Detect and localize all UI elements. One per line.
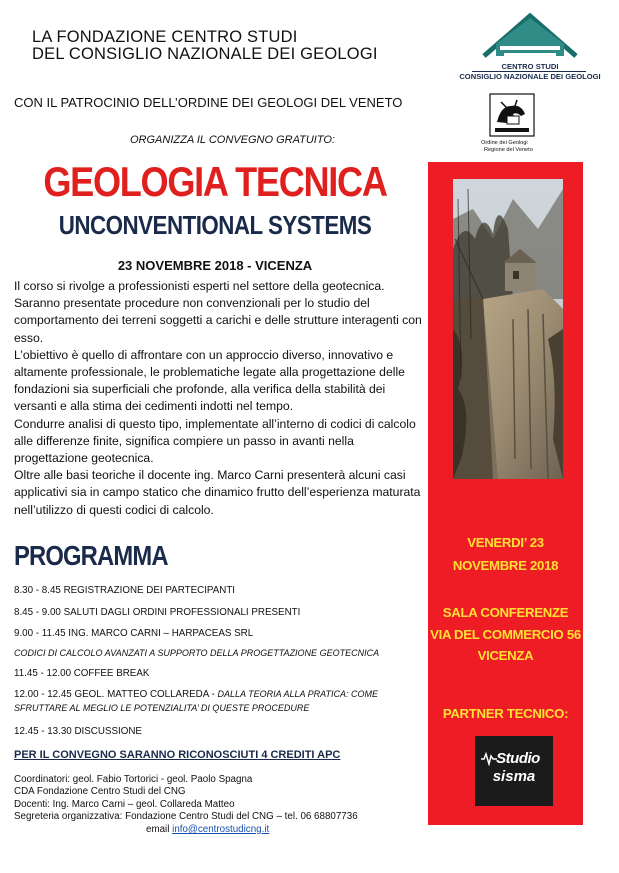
program-item: 8.45 - 9.00 SALUTI DAGLI ORDINI PROFESSIONALI PRESENTI (14, 607, 301, 618)
description-paragraph: Condurre analisi di questo tipo, implementate all’interno di codici di calcolo alle differenze finite, significa compiere un passo in avanti nella progettazione geotecnica. (14, 416, 416, 466)
program-item: 9.00 - 11.45 ING. MARCO CARNI – HARPACEAS SRL (14, 628, 254, 639)
footer-cda: CDA Fondazione Centro Studi del CNG (14, 786, 186, 798)
subtitle: UNCONVENTIONAL SYSTEMS (58, 210, 372, 240)
sidebar-venue-line-1: SALA CONFERENZE (442, 605, 569, 620)
email-link[interactable]: info@centrostudicng.it (172, 824, 270, 835)
sidebar-venue-line-3: VICENZA (477, 648, 534, 663)
studio-sisma-logo (475, 736, 553, 806)
description (14, 278, 424, 519)
cng-logo-text-2: CONSIGLIO NAZIONALE DEI GEOLOGI (459, 72, 601, 81)
sidebar-partner-label: PARTNER TECNICO: (442, 706, 569, 721)
studio-logo-text-2: sisma (492, 768, 536, 785)
email-label: email (146, 824, 173, 835)
program-item-topic: DALLA TEORIA ALLA PRATICA: COME (217, 689, 378, 699)
program-item (14, 689, 414, 700)
program-item: 12.45 - 13.30 DISCUSSIONE (14, 726, 142, 737)
crediti-notice: PER IL CONVEGNO SARANNO RICONOSCIUTI 4 CREDITI APC (14, 749, 341, 761)
header-line-1: LA FONDAZIONE CENTRO STUDI (32, 28, 298, 46)
program-item: 11.45 - 12.00 COFFEE BREAK (14, 668, 150, 679)
sidebar-venue-line-2: VIA DEL COMMERCIO 56 (430, 627, 581, 642)
program-item-time: 12.00 - 12.45 GEOL. MATTEO COLLAREDA - (14, 689, 218, 700)
veneto-lion-logo (487, 92, 537, 138)
footer-info (14, 774, 358, 824)
footer-email-row (146, 824, 269, 835)
description-paragraph: Oltre alle basi teoriche il docente ing. Marco Carni presenterà alcuni casi applicativi sia in campo statico che dinamico frutto dell’esperienza maturata nell’utilizzo di questi codici di calcolo. (14, 468, 421, 517)
studio-logo-text-1: Studio (496, 750, 540, 767)
footer-coordinatori: Coordinatori: geol. Fabio Tortorici - geol. Paolo Spagna (14, 774, 253, 785)
main-title: GEOLOGIA TECNICA (43, 158, 387, 205)
veneto-logo-text-1: Ordine dei Geologi (481, 140, 528, 146)
patrocinio-text: CON IL PATROCINIO DELL’ORDINE DEI GEOLOGI DEL VENETO (14, 95, 403, 110)
veneto-logo-text-2: Regione del Veneto (484, 147, 533, 153)
cng-logo-text-1: CENTRO STUDI (501, 62, 559, 71)
organizza-text: ORGANIZZA IL CONVEGNO GRATUITO: (130, 134, 335, 146)
programma-heading: PROGRAMMA (14, 540, 168, 571)
event-date: 23 NOVEMBRE 2018 - VICENZA (117, 258, 313, 273)
description-paragraph: L’obiettivo è quello di affrontare con un approccio diverso, innovativo e altamente professionale, le problematiche legate alla progettazione delle fondazioni sia superficiali che profonde, alla verifica della stabilità dei versanti e alla stima dei cedimenti indotti nel tempo. (14, 347, 405, 414)
header-line-2: DEL CONSIGLIO NAZIONALE DEI GEOLOGI (32, 45, 378, 63)
description-paragraph: Il corso si rivolge a professionisti esperti nel settore della geotecnica. Saranno presentate procedure non convenzionali per lo studio del comportamento dei terreni soggetti a carichi e delle strutture interagenti con esso. (14, 279, 422, 345)
footer-docenti: Docenti: Ing. Marco Carni – geol. Collareda Matteo (14, 798, 235, 810)
sidebar-date-line-2: NOVEMBRE 2018 (452, 558, 559, 573)
cliff-photo (453, 179, 563, 479)
sidebar-date-line-1: VENERDI’ 23 (467, 535, 544, 550)
program-item-detail: SFRUTTARE AL MEGLIO LE POTENZIALITA’ DI QUESTE PROCEDURE (14, 703, 310, 713)
footer-segreteria: Segreteria organizzativa: Fondazione Centro Studi del CNG – tel. 06 68807736 (14, 811, 358, 823)
program-item: 8.30 - 8.45 REGISTRAZIONE DEI PARTECIPANTI (14, 585, 236, 596)
program-item-detail: CODICI DI CALCOLO AVANZATI A SUPPORTO DELLA PROGETTAZIONE GEOTECNICA (14, 648, 380, 658)
